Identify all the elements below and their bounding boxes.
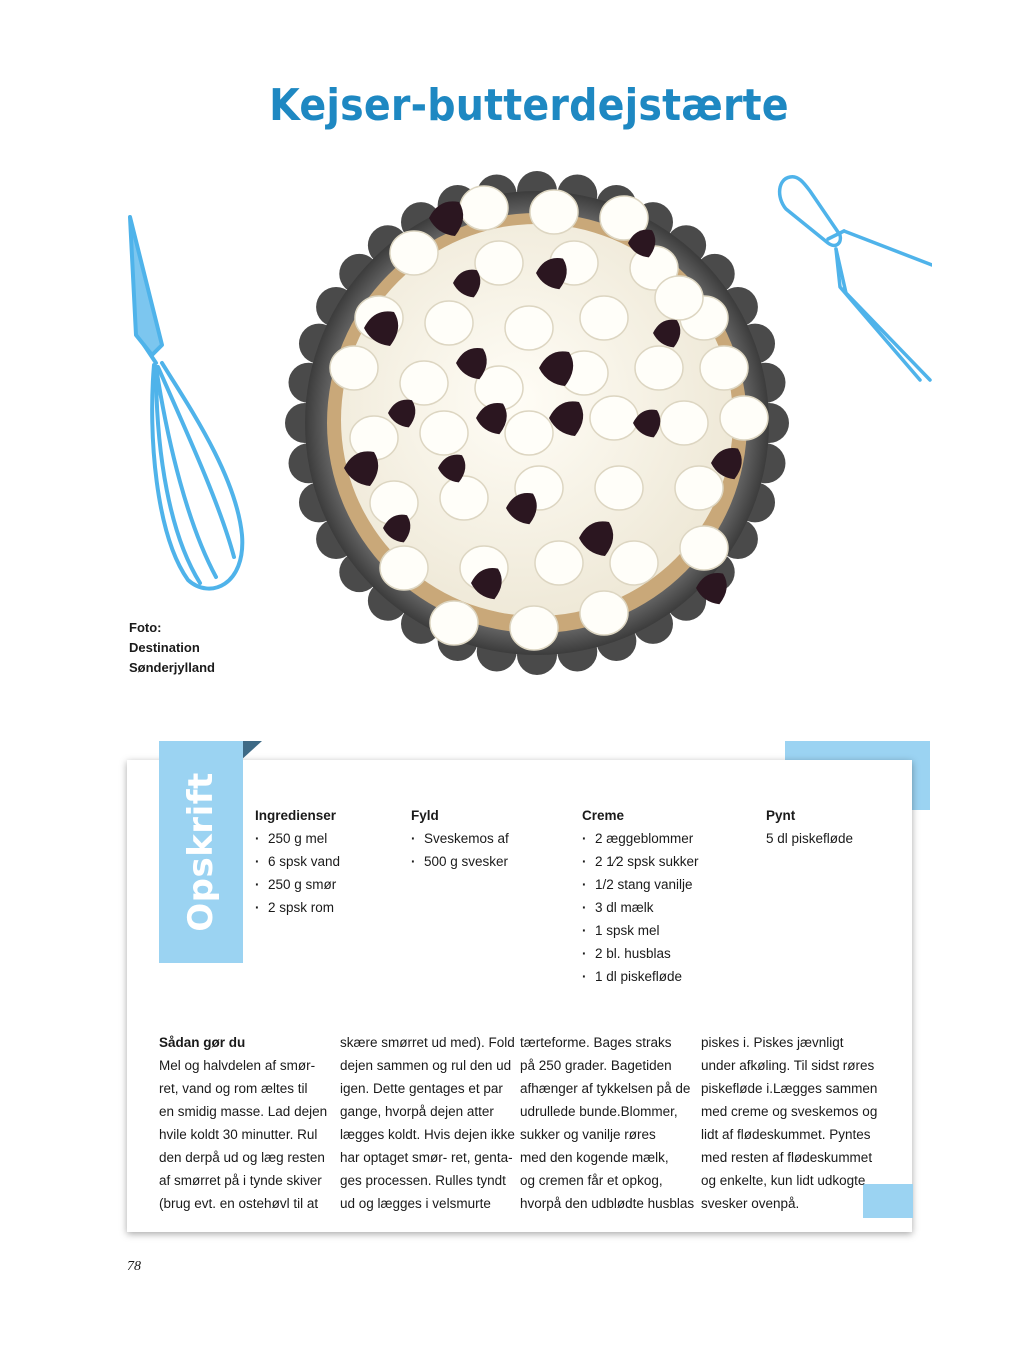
cream-dollop [390, 231, 438, 275]
cream-item: · 3 dl mælk [582, 896, 699, 919]
section-label-text: Opskrift [181, 772, 221, 932]
cream-item: · 2 æggeblommer [582, 827, 699, 850]
cream-dollop [400, 361, 448, 405]
method-line: den derpå ud og læg resten [159, 1150, 325, 1165]
filling-item: · Sveskemos af [411, 827, 509, 850]
cream-dollop [590, 396, 638, 440]
cream-dollop [660, 401, 708, 445]
method-line: en smidig masse. Lad dejen [159, 1104, 328, 1119]
method-line: tærteforme. Bages straks [520, 1035, 672, 1050]
credit-line: Sønderjylland [129, 660, 215, 675]
method-line: dejen sammen og rul den ud [340, 1058, 512, 1073]
cream-dollop [680, 526, 728, 570]
cream-item: · 1/2 stang vanilje [582, 873, 699, 896]
method-column-3 [520, 1031, 694, 1215]
method-column-4 [701, 1031, 877, 1215]
ingredient-item: · 6 spsk vand [255, 850, 340, 873]
method-line: og enkelte, kun lidt udkogte [701, 1173, 866, 1188]
method-line: piskes i. Piskes jævnligt [701, 1035, 844, 1050]
method-line: hvile koldt 30 minutter. Rul [159, 1127, 318, 1142]
method-line: af smørret på i tynde skiver [159, 1173, 322, 1188]
method-line: lægges koldt. Hvis dejen ikke [340, 1127, 515, 1142]
method-line: med resten af flødeskummet [701, 1150, 873, 1165]
garnish-column [766, 804, 853, 850]
decor-tab-fold [240, 741, 262, 761]
ingredients-heading: Ingredienser [255, 808, 337, 823]
section-label [159, 741, 243, 963]
method-line: og cremen får et opkog, [520, 1173, 663, 1188]
cream-dollop [420, 411, 468, 455]
cream-item: · 1 dl piskefløde [582, 965, 699, 988]
method-line: gange, hvorpå dejen atter [340, 1104, 494, 1119]
cream-dollop [720, 396, 768, 440]
whisk-icon [118, 205, 258, 595]
filling-item: · 500 g svesker [411, 850, 509, 873]
method-line: hvorpå den udblødte husblas [520, 1196, 695, 1211]
method-column-1 [159, 1031, 327, 1215]
method-line: med den kogende mælk, [520, 1150, 669, 1165]
cream-item: · 2 1⁄2 spsk sukker [582, 850, 699, 873]
rolling-pin-icon [770, 165, 932, 385]
method-line: piskefløde i.Lægges sammen [701, 1081, 878, 1096]
recipe-title: Kejser-butterdejstærte [269, 80, 789, 131]
method-column-2 [340, 1031, 515, 1215]
method-line: ud og lægges i velsmurte [340, 1196, 491, 1211]
cream-dollop [700, 346, 748, 390]
cream-dollop [635, 346, 683, 390]
method-line: har optaget smør- ret, genta- [340, 1150, 513, 1165]
cream-dollop [675, 466, 723, 510]
method-line: ret, vand og rom æltes til [159, 1081, 308, 1096]
credit-line: Foto: [129, 620, 162, 635]
cream-heading: Creme [582, 808, 625, 823]
method-heading: Sådan gør du [159, 1035, 246, 1050]
method-line: under afkøling. Til sidst røres [701, 1058, 875, 1073]
method-line: med creme og sveskemos og [701, 1104, 878, 1119]
method-line: lidt af flødeskummet. Pyntes [701, 1127, 871, 1142]
cream-dollop [430, 601, 478, 645]
garnish-heading: Pynt [766, 808, 796, 823]
cream-dollop [580, 296, 628, 340]
cream-dollop [505, 306, 553, 350]
ingredients-column [255, 804, 340, 919]
cream-column [582, 804, 699, 988]
photo-credit [129, 618, 249, 678]
method-line: Mel og halvdelen af smør- [159, 1058, 316, 1073]
cream-dollop [595, 466, 643, 510]
cream-dollop [440, 476, 488, 520]
method-line: sukker og vanilje røres [520, 1127, 656, 1142]
method-line: skære smørret ud med). Fold [340, 1035, 515, 1050]
cream-dollop [330, 346, 378, 390]
ingredient-item: · 250 g smør [255, 873, 340, 896]
filling-column [411, 804, 509, 873]
ingredient-item: · 2 spsk rom [255, 896, 340, 919]
method-line: svesker ovenpå. [701, 1196, 800, 1211]
page-number: 78 [127, 1259, 141, 1274]
method-line: ges processen. Rulles tyndt [340, 1173, 506, 1188]
cream-dollop [475, 241, 523, 285]
method-line: igen. Dette gentages et par [340, 1081, 503, 1096]
credit-line: Destination [129, 640, 200, 655]
method-line: udrullede bunde.Blommer, [520, 1104, 678, 1119]
filling-heading: Fyld [411, 808, 439, 823]
method-line: afhænger af tykkelsen på de [520, 1081, 691, 1096]
ingredient-item: · 250 g mel [255, 827, 340, 850]
cream-dollop [510, 606, 558, 650]
cream-dollop [505, 411, 553, 455]
cream-dollop [580, 591, 628, 635]
cream-item: · 1 spsk mel [582, 919, 699, 942]
cream-dollop [380, 546, 428, 590]
cream-dollop [460, 186, 508, 230]
cream-dollop [535, 541, 583, 585]
cream-dollop [425, 301, 473, 345]
cream-dollop [610, 541, 658, 585]
tart-photo [284, 168, 794, 678]
method-line: på 250 grader. Bagetiden [520, 1058, 672, 1073]
cream-dollop [655, 276, 703, 320]
garnish-text: 5 dl piskefløde [766, 831, 854, 846]
cream-item: · 2 bl. husblas [582, 942, 699, 965]
cream-dollop [530, 190, 578, 234]
method-line: (brug evt. en ostehøvl til at [159, 1196, 319, 1211]
